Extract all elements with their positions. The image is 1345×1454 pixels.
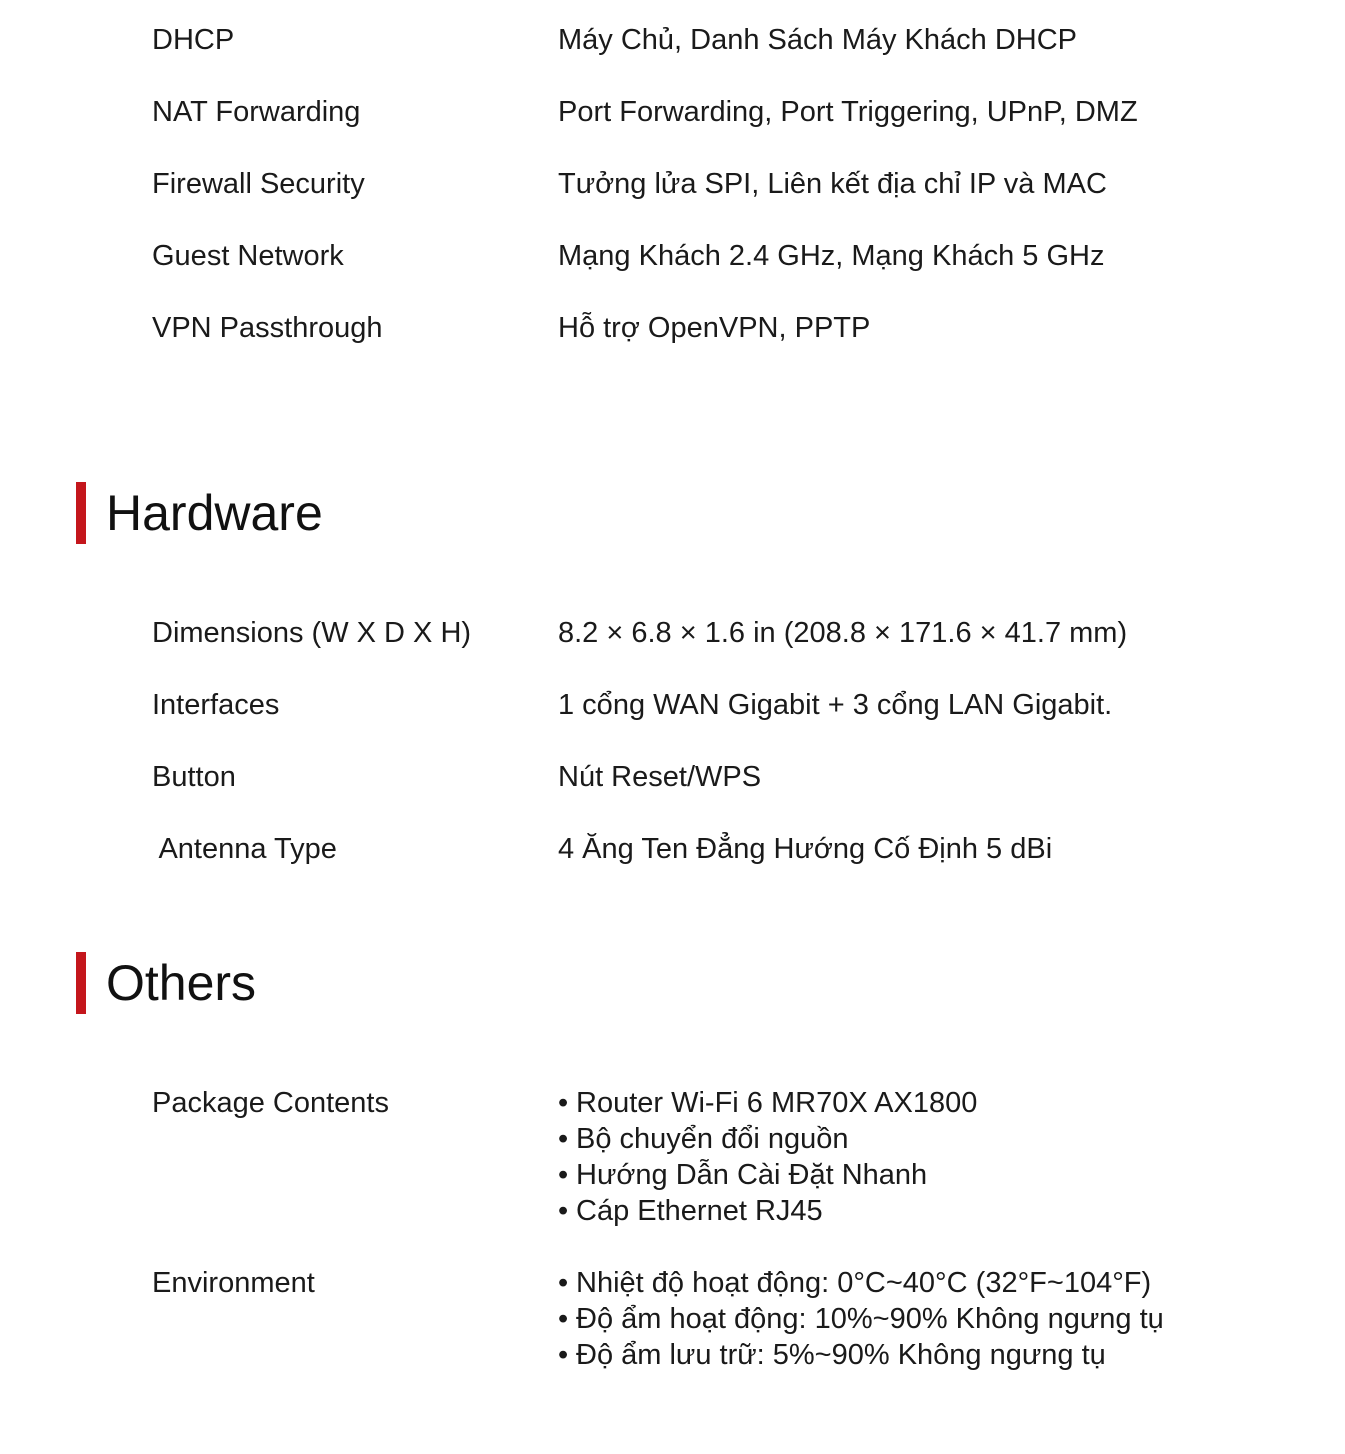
bullet: • (558, 1123, 569, 1155)
list-item (558, 1265, 1164, 1301)
section-title: Hardware (106, 485, 323, 541)
bullet: • (558, 1195, 569, 1227)
spec-label: Guest Network (152, 240, 344, 272)
list-item (558, 1337, 1164, 1373)
spec-value: Port Forwarding, Port Triggering, UPnP, DMZ (558, 96, 1138, 128)
section-heading-others (76, 952, 676, 1014)
spec-label: Dimensions (W X D X H) (152, 617, 472, 649)
list-item-text: Cáp Ethernet RJ45 (576, 1195, 823, 1227)
section-title: Others (106, 955, 257, 1011)
list-item-text: Bộ chuyển đổi nguồn (576, 1123, 849, 1155)
environment-list (558, 1265, 1164, 1373)
spec-value: Mạng Khách 2.4 GHz, Mạng Khách 5 GHz (558, 240, 1105, 272)
spec-value: 4 Ăng Ten Đẳng Hướng Cố Định 5 dBi (558, 833, 1053, 865)
list-item-text: Router Wi-Fi 6 MR70X AX1800 (576, 1087, 978, 1119)
bullet: • (558, 1087, 569, 1119)
list-item (558, 1193, 977, 1229)
spec-label: VPN Passthrough (152, 312, 383, 344)
spec-value: 1 cổng WAN Gigabit + 3 cổng LAN Gigabit. (558, 689, 1113, 721)
spec-label: Firewall Security (152, 168, 365, 200)
list-item (558, 1085, 977, 1121)
spec-label: Antenna Type (152, 833, 337, 865)
spec-value: Tưởng lửa SPI, Liên kết địa chỉ IP và MAC (558, 168, 1107, 200)
list-item-text: Hướng Dẫn Cài Đặt Nhanh (576, 1159, 928, 1191)
spec-label: Environment (152, 1267, 315, 1299)
list-item (558, 1157, 977, 1193)
spec-label: NAT Forwarding (152, 96, 361, 128)
bullet: • (558, 1303, 569, 1335)
spec-label: Package Contents (152, 1087, 389, 1119)
list-item-text: Độ ẩm hoạt động: 10%~90% Không ngưng tụ (576, 1303, 1164, 1335)
section-accent-bar (76, 952, 86, 1014)
spec-value: 8.2 × 6.8 × 1.6 in (208.8 × 171.6 × 41.7 mm) (558, 617, 1128, 649)
package-contents-list (558, 1085, 977, 1229)
list-item-text: Nhiệt độ hoạt động: 0°C~40°C (32°F~104°F) (576, 1267, 1152, 1299)
bullet: • (558, 1159, 569, 1191)
list-item (558, 1301, 1164, 1337)
spec-label: Interfaces (152, 689, 280, 721)
section-heading-hardware (76, 482, 676, 544)
list-item-text: Độ ẩm lưu trữ: 5%~90% Không ngưng tụ (576, 1339, 1106, 1371)
bullet: • (558, 1339, 569, 1371)
spec-value: Nút Reset/WPS (558, 761, 762, 793)
spec-label: Button (152, 761, 236, 793)
list-item (558, 1121, 977, 1157)
spec-label: DHCP (152, 24, 235, 56)
section-accent-bar (76, 482, 86, 544)
spec-value: Máy Chủ, Danh Sách Máy Khách DHCP (558, 24, 1077, 56)
spec-value: Hỗ trợ OpenVPN, PPTP (558, 312, 871, 344)
bullet: • (558, 1267, 569, 1299)
